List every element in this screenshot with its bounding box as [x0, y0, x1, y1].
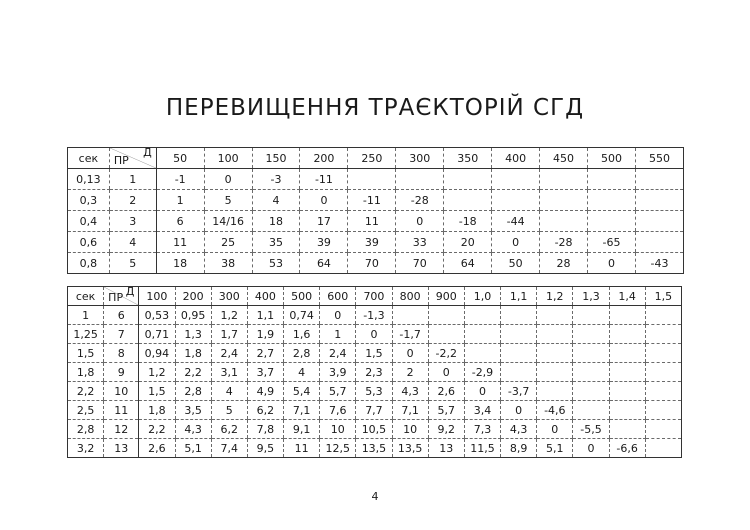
- cell-value: 4: [284, 363, 320, 382]
- cell-value: [537, 344, 573, 363]
- cell-value: 25: [204, 232, 252, 253]
- header-distance: 500: [284, 287, 320, 306]
- cell-time: 0,3: [68, 190, 110, 211]
- cell-pr: 3: [109, 211, 156, 232]
- cell-value: 4,3: [175, 420, 211, 439]
- cell-value: 2,7: [247, 344, 283, 363]
- cell-value: [645, 439, 681, 458]
- cell-pr: 11: [104, 401, 139, 420]
- table-row: [68, 325, 682, 344]
- cell-time: 2,5: [68, 401, 104, 420]
- cell-value: 7,1: [392, 401, 428, 420]
- cell-time: 1,8: [68, 363, 104, 382]
- cell-value: 0: [588, 253, 636, 274]
- cell-pr: 6: [104, 306, 139, 325]
- cell-value: 5,3: [356, 382, 392, 401]
- cell-value: 0: [300, 190, 348, 211]
- header-distance: 350: [444, 148, 492, 169]
- cell-value: [609, 401, 645, 420]
- cell-value: 7,3: [464, 420, 500, 439]
- cell-value: [573, 363, 609, 382]
- header-distance: 700: [356, 287, 392, 306]
- cell-value: [635, 211, 683, 232]
- cell-value: 35: [252, 232, 300, 253]
- cell-value: 0: [320, 306, 356, 325]
- cell-pr: 13: [104, 439, 139, 458]
- cell-value: [573, 306, 609, 325]
- cell-value: 0: [204, 169, 252, 190]
- cell-value: 18: [156, 253, 204, 274]
- cell-value: 9,1: [284, 420, 320, 439]
- header-distance: 250: [348, 148, 396, 169]
- table-row: [68, 382, 682, 401]
- cell-pr: 1: [109, 169, 156, 190]
- cell-value: -1: [156, 169, 204, 190]
- cell-value: [537, 325, 573, 344]
- cell-pr: 7: [104, 325, 139, 344]
- cell-value: 0,53: [139, 306, 175, 325]
- cell-value: [444, 190, 492, 211]
- cell-time: 1,25: [68, 325, 104, 344]
- cell-value: 70: [348, 253, 396, 274]
- cell-value: -11: [300, 169, 348, 190]
- cell-value: [501, 325, 537, 344]
- cell-value: 14/16: [204, 211, 252, 232]
- cell-value: [540, 211, 588, 232]
- cell-value: [573, 325, 609, 344]
- cell-value: [501, 363, 537, 382]
- cell-value: 0: [464, 382, 500, 401]
- cell-value: [609, 363, 645, 382]
- cell-value: 1,5: [139, 382, 175, 401]
- cell-value: 1,6: [284, 325, 320, 344]
- cell-value: 8,9: [501, 439, 537, 458]
- cell-value: 5: [211, 401, 247, 420]
- cell-value: 0: [356, 325, 392, 344]
- cell-value: -5,5: [573, 420, 609, 439]
- cell-value: 9,2: [428, 420, 464, 439]
- cell-value: 7,8: [247, 420, 283, 439]
- cell-value: -3,7: [501, 382, 537, 401]
- cell-pr: 10: [104, 382, 139, 401]
- cell-value: -11: [348, 190, 396, 211]
- cell-value: [609, 344, 645, 363]
- header-distance: 150: [252, 148, 300, 169]
- cell-value: -43: [635, 253, 683, 274]
- cell-value: 1,7: [211, 325, 247, 344]
- cell-value: 1,3: [175, 325, 211, 344]
- cell-value: 11,5: [464, 439, 500, 458]
- cell-value: [348, 169, 396, 190]
- header-corner-cell: [109, 148, 156, 169]
- cell-value: 6: [156, 211, 204, 232]
- cell-value: [501, 306, 537, 325]
- table-row: [68, 363, 682, 382]
- cell-value: 0: [396, 211, 444, 232]
- header-pr: ПР: [113, 154, 129, 167]
- cell-value: 0: [501, 401, 537, 420]
- cell-value: [609, 306, 645, 325]
- cell-value: [501, 344, 537, 363]
- cell-value: 2,8: [284, 344, 320, 363]
- cell-value: 28: [540, 253, 588, 274]
- cell-value: [645, 420, 681, 439]
- cell-value: 5,1: [175, 439, 211, 458]
- table-row: [68, 190, 684, 211]
- cell-value: [635, 190, 683, 211]
- cell-value: 38: [204, 253, 252, 274]
- cell-value: [537, 363, 573, 382]
- header-time: сек: [68, 148, 110, 169]
- cell-value: -4,6: [537, 401, 573, 420]
- table-row: [68, 439, 682, 458]
- cell-value: 18: [252, 211, 300, 232]
- cell-value: [444, 169, 492, 190]
- cell-value: -65: [588, 232, 636, 253]
- cell-value: 5,7: [428, 401, 464, 420]
- cell-value: [573, 401, 609, 420]
- cell-value: 11: [284, 439, 320, 458]
- cell-value: 7,4: [211, 439, 247, 458]
- cell-value: 4,3: [392, 382, 428, 401]
- cell-value: 1,2: [139, 363, 175, 382]
- trajectory-table-1: [67, 147, 684, 274]
- cell-value: 2: [392, 363, 428, 382]
- cell-time: 3,2: [68, 439, 104, 458]
- cell-value: 10: [320, 420, 356, 439]
- cell-value: [573, 382, 609, 401]
- cell-time: 2,8: [68, 420, 104, 439]
- cell-value: [428, 325, 464, 344]
- cell-value: [588, 169, 636, 190]
- table-row: [68, 169, 684, 190]
- cell-value: 11: [348, 211, 396, 232]
- cell-value: 13,5: [356, 439, 392, 458]
- table-row: [68, 306, 682, 325]
- cell-value: 13: [428, 439, 464, 458]
- cell-value: 0,95: [175, 306, 211, 325]
- header-pr: ПР: [108, 291, 124, 304]
- cell-value: [635, 232, 683, 253]
- cell-value: 10,5: [356, 420, 392, 439]
- header-distance: 400: [247, 287, 283, 306]
- cell-time: 1: [68, 306, 104, 325]
- table-row: [68, 344, 682, 363]
- cell-value: [609, 382, 645, 401]
- header-d: Д: [143, 147, 152, 159]
- cell-value: 2,4: [320, 344, 356, 363]
- table-row: [68, 401, 682, 420]
- cell-value: 0,74: [284, 306, 320, 325]
- header-distance: 900: [428, 287, 464, 306]
- cell-value: 1: [320, 325, 356, 344]
- cell-time: 0,8: [68, 253, 110, 274]
- cell-value: 1,9: [247, 325, 283, 344]
- cell-value: 64: [300, 253, 348, 274]
- trajectory-table-2: [67, 286, 682, 458]
- page-title: ПЕРЕВИЩЕННЯ ТРАЄКТОРІЙ СГД: [165, 95, 585, 121]
- cell-value: 7,6: [320, 401, 356, 420]
- cell-value: 2,4: [211, 344, 247, 363]
- cell-pr: 12: [104, 420, 139, 439]
- header-distance: 550: [635, 148, 683, 169]
- cell-pr: 9: [104, 363, 139, 382]
- cell-value: 1,1: [247, 306, 283, 325]
- cell-value: 4,3: [501, 420, 537, 439]
- cell-time: 0,13: [68, 169, 110, 190]
- cell-value: 50: [492, 253, 540, 274]
- cell-value: 4: [211, 382, 247, 401]
- cell-pr: 8: [104, 344, 139, 363]
- cell-time: 1,5: [68, 344, 104, 363]
- cell-value: 3,9: [320, 363, 356, 382]
- cell-value: [573, 344, 609, 363]
- cell-value: -44: [492, 211, 540, 232]
- cell-value: 33: [396, 232, 444, 253]
- table-row: [68, 253, 684, 274]
- header-time: сек: [68, 287, 104, 306]
- cell-value: 0: [537, 420, 573, 439]
- cell-time: 2,2: [68, 382, 104, 401]
- cell-value: -6,6: [609, 439, 645, 458]
- cell-value: 2,8: [175, 382, 211, 401]
- cell-value: [540, 190, 588, 211]
- cell-value: [392, 306, 428, 325]
- cell-value: [537, 382, 573, 401]
- cell-pr: 5: [109, 253, 156, 274]
- header-distance: 200: [300, 148, 348, 169]
- cell-value: 20: [444, 232, 492, 253]
- cell-value: [645, 344, 681, 363]
- header-distance: 1,1: [501, 287, 537, 306]
- cell-value: 13,5: [392, 439, 428, 458]
- table-row: [68, 420, 682, 439]
- cell-value: 1,8: [175, 344, 211, 363]
- cell-value: 5,1: [537, 439, 573, 458]
- header-distance: 50: [156, 148, 204, 169]
- cell-value: 5,4: [284, 382, 320, 401]
- cell-value: [609, 325, 645, 344]
- cell-value: 1,2: [211, 306, 247, 325]
- header-distance: 1,5: [645, 287, 681, 306]
- cell-value: 5: [204, 190, 252, 211]
- cell-value: [645, 325, 681, 344]
- cell-value: 6,2: [211, 420, 247, 439]
- cell-value: -28: [396, 190, 444, 211]
- cell-value: 0: [392, 344, 428, 363]
- header-distance: 300: [396, 148, 444, 169]
- page-number: 4: [371, 490, 379, 503]
- cell-value: -1,3: [356, 306, 392, 325]
- cell-value: [609, 420, 645, 439]
- header-distance: 1,0: [464, 287, 500, 306]
- cell-value: 70: [396, 253, 444, 274]
- header-distance: 1,3: [573, 287, 609, 306]
- cell-value: [645, 401, 681, 420]
- header-corner-cell: [104, 287, 139, 306]
- header-distance: 100: [204, 148, 252, 169]
- cell-time: 0,6: [68, 232, 110, 253]
- cell-value: [537, 306, 573, 325]
- cell-value: 7,1: [284, 401, 320, 420]
- cell-value: 0,71: [139, 325, 175, 344]
- cell-value: 6,2: [247, 401, 283, 420]
- header-distance: 100: [139, 287, 175, 306]
- table-row: [68, 211, 684, 232]
- cell-value: 3,7: [247, 363, 283, 382]
- cell-value: -28: [540, 232, 588, 253]
- cell-value: 1,8: [139, 401, 175, 420]
- cell-value: 2,6: [139, 439, 175, 458]
- cell-value: -3: [252, 169, 300, 190]
- cell-value: -2,2: [428, 344, 464, 363]
- cell-value: 2,2: [139, 420, 175, 439]
- cell-value: 11: [156, 232, 204, 253]
- cell-value: -1,7: [392, 325, 428, 344]
- header-distance: 600: [320, 287, 356, 306]
- cell-value: [645, 306, 681, 325]
- cell-value: 17: [300, 211, 348, 232]
- cell-value: [540, 169, 588, 190]
- cell-value: 0: [492, 232, 540, 253]
- cell-value: 7,7: [356, 401, 392, 420]
- cell-value: 39: [348, 232, 396, 253]
- cell-value: 2,2: [175, 363, 211, 382]
- cell-value: [635, 169, 683, 190]
- cell-value: 5,7: [320, 382, 356, 401]
- header-distance: 300: [211, 287, 247, 306]
- cell-value: [492, 190, 540, 211]
- cell-value: 3,5: [175, 401, 211, 420]
- cell-value: [428, 306, 464, 325]
- header-row: [68, 287, 682, 306]
- cell-value: 0: [573, 439, 609, 458]
- cell-value: [464, 344, 500, 363]
- header-distance: 400: [492, 148, 540, 169]
- cell-time: 0,4: [68, 211, 110, 232]
- cell-value: 3,4: [464, 401, 500, 420]
- cell-value: 3,1: [211, 363, 247, 382]
- cell-value: 2,3: [356, 363, 392, 382]
- cell-value: [645, 363, 681, 382]
- header-distance: 1,2: [537, 287, 573, 306]
- cell-value: 1,5: [356, 344, 392, 363]
- cell-value: [588, 211, 636, 232]
- cell-value: 2,6: [428, 382, 464, 401]
- cell-value: [588, 190, 636, 211]
- header-distance: 450: [540, 148, 588, 169]
- header-distance: 500: [588, 148, 636, 169]
- cell-value: [464, 325, 500, 344]
- header-distance: 1,4: [609, 287, 645, 306]
- header-row: [68, 148, 684, 169]
- cell-value: 0,94: [139, 344, 175, 363]
- cell-value: 12,5: [320, 439, 356, 458]
- cell-value: [464, 306, 500, 325]
- cell-pr: 4: [109, 232, 156, 253]
- cell-value: 4,9: [247, 382, 283, 401]
- cell-value: 0: [428, 363, 464, 382]
- cell-value: 64: [444, 253, 492, 274]
- cell-value: 1: [156, 190, 204, 211]
- cell-value: [492, 169, 540, 190]
- header-distance: 200: [175, 287, 211, 306]
- table-row: [68, 232, 684, 253]
- cell-value: [396, 169, 444, 190]
- cell-value: 53: [252, 253, 300, 274]
- cell-pr: 2: [109, 190, 156, 211]
- cell-value: 39: [300, 232, 348, 253]
- cell-value: 4: [252, 190, 300, 211]
- header-distance: 800: [392, 287, 428, 306]
- cell-value: [645, 382, 681, 401]
- cell-value: -18: [444, 211, 492, 232]
- cell-value: -2,9: [464, 363, 500, 382]
- header-d: Д: [125, 286, 135, 298]
- cell-value: 10: [392, 420, 428, 439]
- cell-value: 9,5: [247, 439, 283, 458]
